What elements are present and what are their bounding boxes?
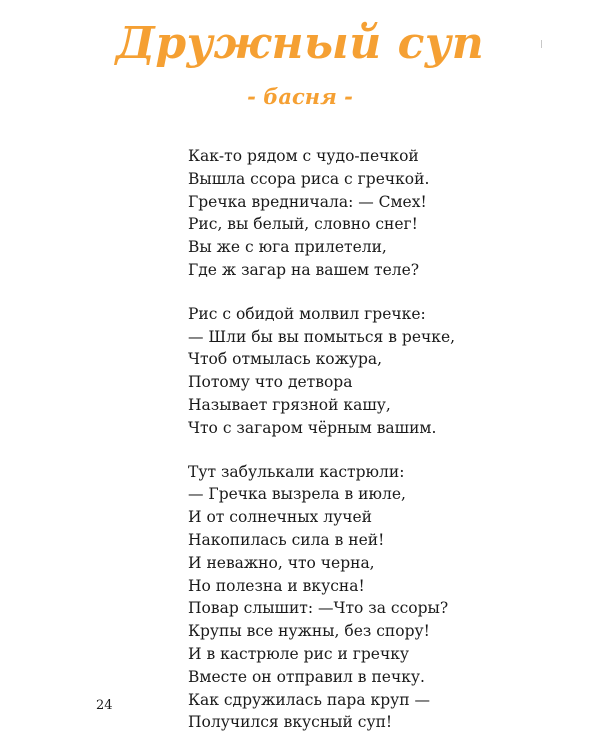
- poem-line: Гречка вредничала: — Смех!: [188, 192, 427, 211]
- poem-line: Вышла ссора риса с гречкой.: [188, 169, 430, 188]
- poem-line: Но полезна и вкусна!: [188, 576, 365, 595]
- poem-line: Где ж загар на вашем теле?: [188, 260, 420, 279]
- poem-line: И в кастрюле рис и гречку: [188, 644, 410, 663]
- stanza-1: [188, 145, 588, 282]
- poem-line: Рис с обидой молвил гречке:: [188, 304, 426, 323]
- poem-line: Потому что детвора: [188, 373, 353, 392]
- poem-line: И неважно, что черна,: [188, 553, 375, 572]
- poem-line: Повар слышит: —Что за ссоры?: [188, 599, 449, 618]
- stanza-2: [188, 303, 588, 440]
- page-number: 24: [96, 698, 113, 713]
- stanza-3: [188, 461, 588, 735]
- poem-title: Дружный суп: [115, 18, 485, 69]
- poem-line: Получился вкусный суп!: [188, 713, 393, 732]
- poem-line: Крупы все нужны, без спору!: [188, 622, 430, 641]
- poem-line: Что с загаром чёрным вашим.: [188, 418, 437, 437]
- poem-line: Вместе он отправил в печку.: [188, 667, 425, 686]
- poem-line: Чтоб отмылась кожура,: [188, 350, 383, 369]
- poem-line: Как-то рядом с чудо-печкой: [188, 147, 419, 165]
- poem-line: Вы же с юга прилетели,: [188, 238, 387, 257]
- poem-body: [188, 145, 588, 755]
- poem-line: Называет грязной кашу,: [188, 395, 391, 414]
- poem-line: Тут забулькали кастрюли:: [188, 462, 405, 481]
- poem-subtitle: - басня -: [247, 84, 353, 109]
- poem-line: И от солнечных лучей: [188, 508, 372, 527]
- poem-line: — Гречка вызрела в июле,: [188, 485, 406, 504]
- poem-line: Рис, вы белый, словно снег!: [188, 215, 418, 234]
- poem-line: Накопилась сила в ней!: [188, 530, 385, 549]
- poem-line: — Шли бы вы помыться в речке,: [188, 327, 456, 346]
- poem-line: Как сдружилась пара круп —: [188, 690, 430, 709]
